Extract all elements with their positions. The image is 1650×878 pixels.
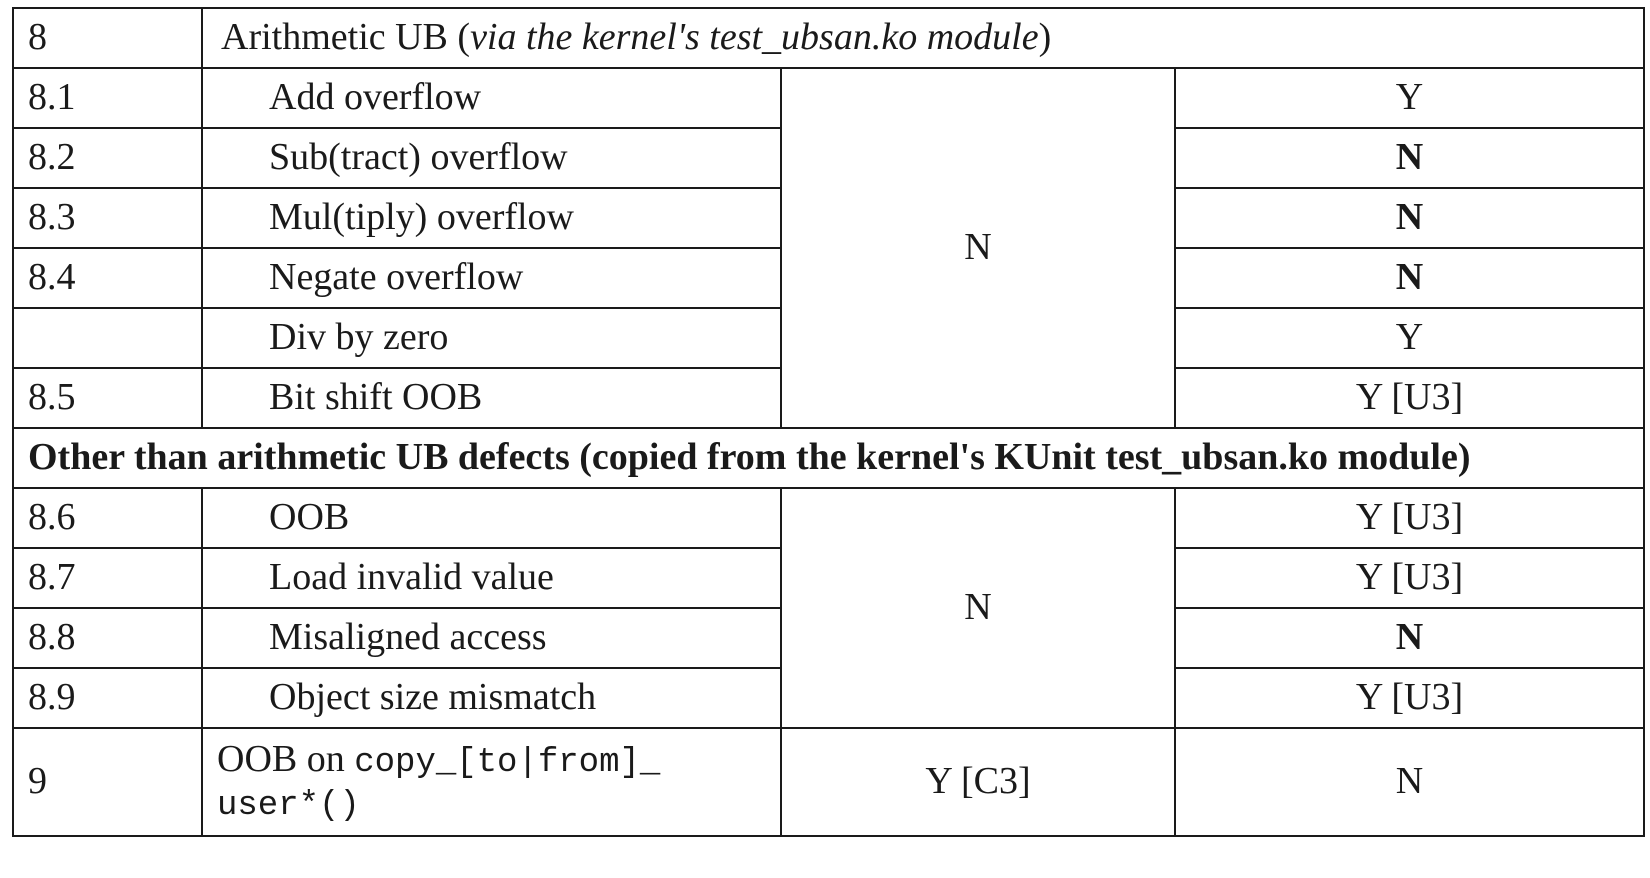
row-name: OOB [202,488,781,548]
table-row-last [13,728,1644,836]
row-mid-value: Y [C3] [781,728,1175,836]
row-id: 8.4 [13,248,202,308]
row-name: Object size mismatch [202,668,781,728]
section-heading: Other than arithmetic UB defects (copied from the kernel's KUnit test_ubsan.ko module) [13,428,1644,488]
row-result: N [1175,188,1644,248]
row-name: Div by zero [202,308,781,368]
row-id: 8.5 [13,368,202,428]
table-row-section [13,428,1644,488]
row-id: 8.2 [13,128,202,188]
row-id: 9 [13,728,202,836]
row-name: Mul(tiply) overflow [202,188,781,248]
row-name: Load invalid value [202,548,781,608]
category-title [202,8,1644,68]
row-id: 8.8 [13,608,202,668]
row-result: N [1175,608,1644,668]
row-result: Y [U3] [1175,368,1644,428]
table-row [13,68,1644,128]
row-name: Sub(tract) overflow [202,128,781,188]
table-row-header [13,8,1644,68]
row-name-code: copy_[to|from]_ user*() [217,743,661,825]
ubsan-results-table [12,7,1645,837]
row-id: 8.7 [13,548,202,608]
category-title-prefix: Arithmetic UB ( [221,16,471,59]
arith-mid-value: N [781,68,1175,428]
category-title-suffix: ) [1038,16,1052,59]
row-name-prefix: OOB on [217,737,355,780]
row-result: Y [U3] [1175,668,1644,728]
row-name: Negate overflow [202,248,781,308]
row-result: Y [1175,68,1644,128]
category-title-italic: via the kernel's test_ubsan.ko module [470,16,1039,59]
row-result: N [1175,128,1644,188]
row-id: 8 [13,8,202,68]
row-id: 8.6 [13,488,202,548]
table-row [13,488,1644,548]
row-id: 8.3 [13,188,202,248]
row-result: Y [U3] [1175,548,1644,608]
row-id: 8.1 [13,68,202,128]
row-result: Y [U3] [1175,488,1644,548]
other-mid-value: N [781,488,1175,728]
row-result: N [1175,248,1644,308]
row-name [202,728,781,836]
row-name: Misaligned access [202,608,781,668]
row-result: N [1175,728,1644,836]
row-name: Add overflow [202,68,781,128]
row-id [13,308,202,368]
row-name: Bit shift OOB [202,368,781,428]
row-result: Y [1175,308,1644,368]
row-id: 8.9 [13,668,202,728]
